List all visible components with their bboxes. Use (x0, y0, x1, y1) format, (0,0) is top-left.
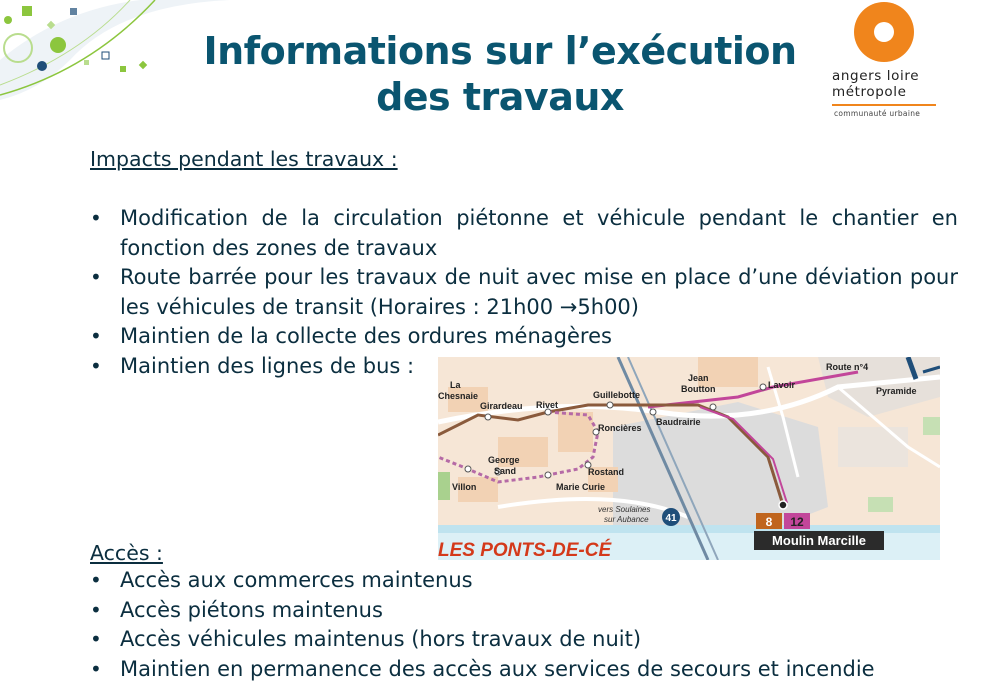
logo-line-2: métropole (832, 84, 907, 100)
impacts-item: • Route barrée pour les travaux de nuit avec mise en place d’une déviation pour les véhicules de transit (Horaires : 21h00 →5h00) (88, 263, 958, 322)
logo-divider (832, 104, 936, 106)
bus-lines-map (438, 357, 940, 560)
map-label-la: La (450, 380, 461, 390)
map-line-8-badge: 8 (765, 515, 773, 529)
acces-item: • Accès aux commerces maintenus (88, 566, 968, 596)
acces-item: • Maintien en permanence des accès aux services de secours et incendie (88, 655, 968, 685)
impacts-list (88, 204, 958, 381)
map-label-villon: Villon (452, 482, 477, 492)
map-label-rostand: Rostand (588, 467, 624, 477)
title-line-1: Informations sur l’exécution (203, 29, 797, 73)
map-line-12-badge: 12 (790, 515, 804, 529)
map-label-rivet: Rivet (536, 400, 559, 410)
map-label-lavoir: Lavoir (768, 380, 796, 390)
map-label-guillebotte: Guillebotte (593, 390, 640, 400)
acces-list (88, 566, 968, 684)
map-label-vers-soulaines: vers Soulaines (598, 505, 651, 514)
map-label-boutton: Boutton (681, 384, 716, 394)
map-label-sur-aubance: sur Aubance (604, 515, 649, 524)
title-line-2: des travaux (376, 75, 624, 119)
acces-item: • Accès piétons maintenus (88, 596, 968, 626)
impacts-heading: Impacts pendant les travaux : (90, 147, 398, 171)
logo-line-3: communauté urbaine (834, 109, 921, 118)
impacts-item: • Maintien de la collecte des ordures ménagères (88, 322, 958, 352)
impacts-item: • Modification de la circulation piétonne et véhicule pendant le chantier en fonction des zones de travaux (88, 204, 958, 263)
map-stop-moulin-marcille: Moulin Marcille (772, 533, 866, 548)
map-label-jean: Jean (688, 373, 709, 383)
map-label-baudrairie: Baudrairie (656, 417, 701, 427)
map-label-george: George (488, 455, 520, 465)
map-town-label: LES PONTS-DE-CÉ (438, 540, 612, 560)
map-label-marie-curie: Marie Curie (556, 482, 606, 492)
map-label-pyramide: Pyramide (876, 386, 917, 396)
map-line-41-badge: 41 (665, 513, 677, 524)
logo-line-1: angers loire (832, 68, 920, 84)
angers-loire-metropole-logo (826, 0, 946, 125)
acces-heading: Accès : (90, 541, 163, 565)
acces-item: • Accès véhicules maintenus (hors travaux de nuit) (88, 625, 968, 655)
map-label-chesnaie: Chesnaie (438, 391, 479, 401)
map-label-roncieres: Roncières (598, 423, 642, 433)
logo-circle-icon (854, 2, 914, 62)
map-label-route4: Route n°4 (826, 362, 869, 372)
map-label-sand: Sand (494, 466, 517, 476)
impacts-item: • Maintien des lignes de bus : (88, 352, 958, 382)
map-label-girardeau: Girardeau (480, 401, 523, 411)
page-title (150, 28, 850, 120)
